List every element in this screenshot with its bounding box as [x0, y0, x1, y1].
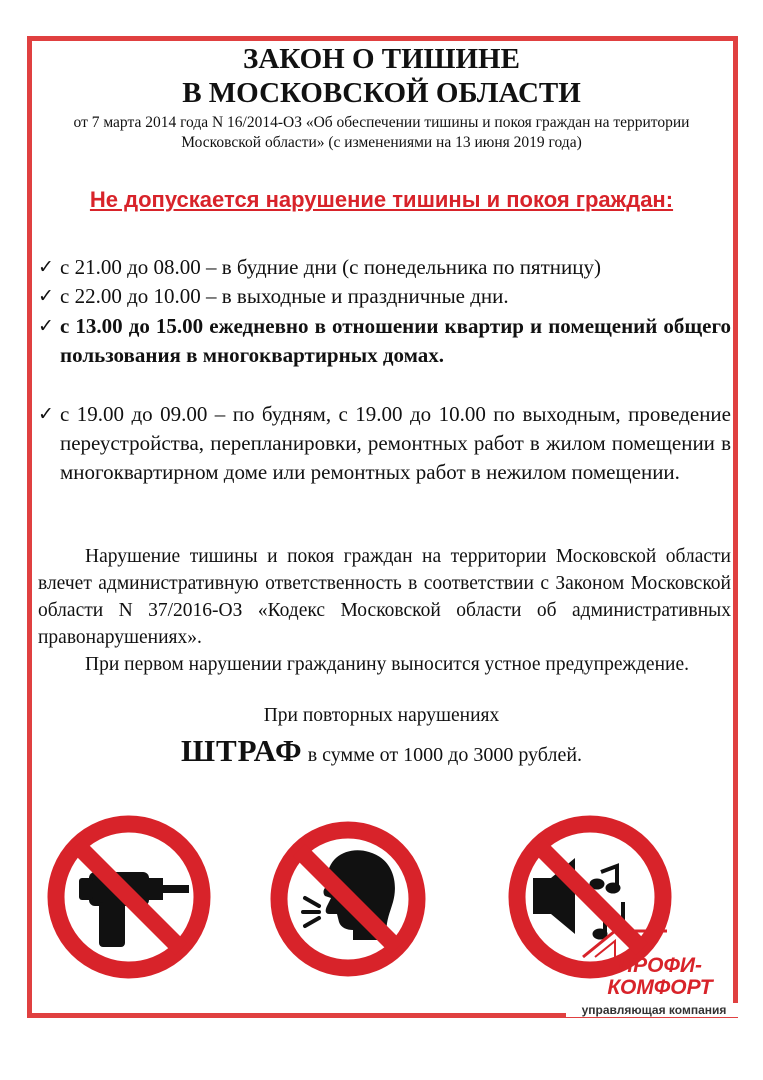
checkmark-icon: ✓ — [38, 285, 54, 307]
fine-line — [0, 733, 763, 769]
repeat-violation-text: При повторных нарушениях — [263, 705, 500, 726]
brand-subtitle: управляющая компания — [566, 1003, 742, 1017]
rule-text: с 19.00 до 09.00 – по будням, с 19.00 до 10.00 по выходным, проведение переустройства, перепланировки, ремонтных работ в жилом помещении в многоквартирном доме или ремонтных работ в нежилом помещении. — [60, 402, 731, 484]
drill-prohibited-icon — [44, 812, 214, 982]
title-line-1: ЗАКОН О ТИШИНЕ — [243, 43, 520, 75]
fine-amount: в сумме от 1000 до 3000 рублей. — [302, 744, 583, 766]
checkmark-icon: ✓ — [38, 403, 54, 425]
liability-paragraph: Нарушение тишины и покоя граждан на территории Московской области влечет административную ответственность в соответствии с Законом Московской области N 37/2016-ОЗ «Кодекс Московской области об административных правонарушениях». — [38, 546, 731, 648]
rules-heading: Не допускается нарушение тишины и покоя граждан: — [89, 187, 674, 212]
brand-line-1: ПРОФИ- — [618, 954, 702, 977]
checkmark-icon: ✓ — [38, 315, 54, 337]
rule-item — [38, 282, 731, 311]
rule-item — [38, 253, 731, 282]
rule-text: с 13.00 до 15.00 ежедневно в отношении квартир и помещений общего пользования в многоквартирных домах. — [60, 314, 731, 367]
first-violation-paragraph: При первом нарушении гражданину выносится устное предупреждение. — [85, 654, 689, 675]
law-subtitle: от 7 марта 2014 года N 16/2014-ОЗ «Об обеспечении тишины и покоя граждан на территории Московской области» (с изменениями на 13 июня 2019 года) — [73, 114, 690, 151]
rule-item — [38, 312, 731, 370]
rule-item — [38, 400, 731, 487]
brand-line-2: КОМФОРТ — [607, 976, 713, 999]
shouting-prohibited-icon — [267, 818, 429, 980]
checkmark-icon: ✓ — [38, 256, 54, 278]
title-line-2: В МОСКОВСКОЙ ОБЛАСТИ — [182, 77, 581, 109]
fine-word: ШТРАФ — [180, 733, 303, 768]
rule-text: с 22.00 до 10.00 – в выходные и праздничные дни. — [60, 284, 509, 308]
rule-text: с 21.00 до 08.00 – в будние дни (с понедельника по пятницу) — [60, 255, 601, 279]
brand-logo — [580, 955, 740, 999]
